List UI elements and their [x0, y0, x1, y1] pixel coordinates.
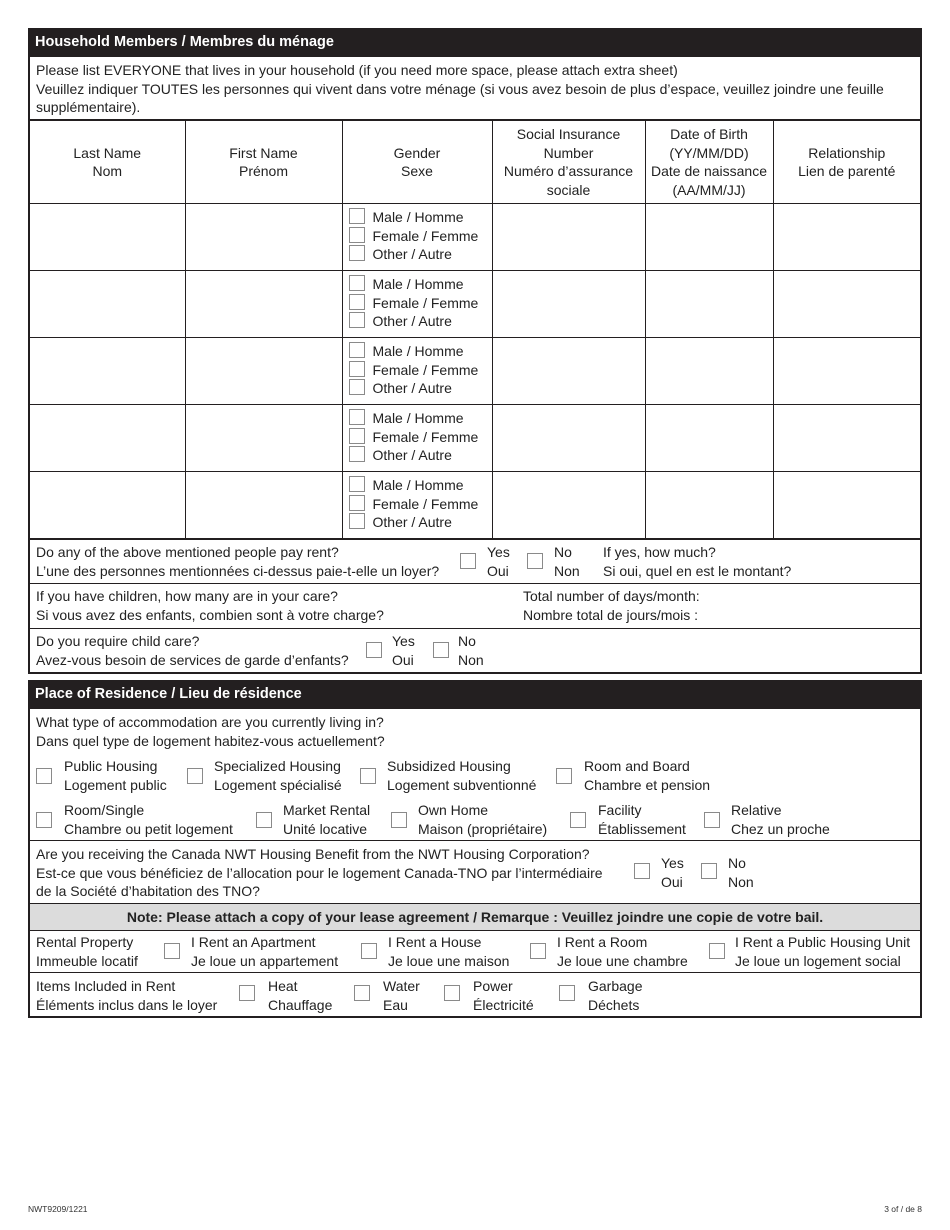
gender-male-checkbox[interactable]	[349, 208, 365, 224]
childcare-no-label: No Non	[458, 633, 484, 668]
sin-cell[interactable]	[492, 472, 645, 539]
childcare-yes-label: Yes Oui	[392, 633, 415, 668]
gender-other-label: Other / Autre	[372, 246, 452, 263]
date-of-birth-cell[interactable]	[645, 405, 773, 472]
residence-section-header: Place of Residence / Lieu de résidence	[28, 680, 922, 709]
gender-option-other	[343, 379, 492, 398]
col-sin: Social Insurance Number Numéro d’assurance sociale	[492, 121, 645, 204]
date-of-birth-cell[interactable]	[645, 271, 773, 338]
gender-cell	[342, 405, 492, 472]
days-per-month-label: Total number of days/month: Nombre total de jours/mois :	[523, 588, 700, 623]
sin-cell[interactable]	[492, 204, 645, 271]
gender-male-checkbox[interactable]	[349, 409, 365, 425]
gender-female-checkbox[interactable]	[349, 428, 365, 444]
rent-room-label: I Rent a Room Je loue une chambre	[557, 934, 688, 969]
gender-male-label: Male / Homme	[372, 209, 464, 225]
childcare-question-row	[30, 629, 920, 674]
relationship-cell[interactable]	[773, 338, 920, 405]
table-header-row	[30, 121, 920, 204]
benefit-question-french: Est-ce que vous bénéficiez de l’allocation pour le logement Canada-TNO par l’intermédiaire	[36, 864, 603, 881]
items-included-label: Items Included in Rent Éléments inclus dans le loyer	[36, 978, 218, 1013]
gender-cell	[342, 204, 492, 271]
gender-female-checkbox[interactable]	[349, 227, 365, 243]
relationship-cell[interactable]	[773, 405, 920, 472]
household-section-header: Household Members / Membres du ménage	[28, 28, 922, 57]
heat-checkbox[interactable]	[239, 985, 255, 1001]
children-question-french: Si vous avez des enfants, combien sont à votre charge?	[36, 606, 384, 623]
rental-property-row	[30, 931, 920, 973]
gender-option-male	[343, 208, 492, 227]
gender-female-checkbox[interactable]	[349, 495, 365, 511]
page-number: 3 of / de 8	[884, 1204, 922, 1214]
table-row	[30, 405, 920, 472]
power-label: Power Électricité	[473, 978, 534, 1013]
public-housing-label: Public Housing Logement public	[64, 758, 167, 793]
accommodation-question-french: Dans quel type de logement habitez-vous actuellement?	[36, 732, 385, 749]
first-name-cell[interactable]	[185, 338, 342, 405]
benefit-question-english: Are you receiving the Canada NWT Housing Benefit from the NWT Housing Corporation?	[36, 846, 590, 862]
specialized-housing-checkbox[interactable]	[187, 768, 203, 784]
gender-option-other	[343, 312, 492, 331]
rent-public-housing-label: I Rent a Public Housing Unit Je loue un logement social	[735, 934, 911, 969]
gender-cell	[342, 338, 492, 405]
facility-checkbox[interactable]	[570, 812, 586, 828]
relationship-cell[interactable]	[773, 271, 920, 338]
gender-option-male	[343, 476, 492, 495]
sin-cell[interactable]	[492, 271, 645, 338]
last-name-cell[interactable]	[30, 204, 185, 271]
market-rental-label: Market Rental Unité locative	[283, 802, 371, 837]
gender-female-label: Female / Femme	[372, 227, 479, 244]
rental-property-label: Rental Property Immeuble locatif	[36, 934, 138, 969]
gender-female-checkbox[interactable]	[349, 361, 365, 377]
table-row	[30, 338, 920, 405]
benefit-question-french-cont: de la Société d’habitation des TNO?	[36, 883, 260, 899]
gender-male-label: Male / Homme	[372, 343, 464, 359]
form-code: NWT9209/1221	[28, 1204, 88, 1214]
own-home-checkbox[interactable]	[391, 812, 407, 828]
first-name-cell[interactable]	[185, 204, 342, 271]
gender-other-label: Other / Autre	[372, 447, 452, 464]
table-row	[30, 472, 920, 539]
gender-option-other	[343, 513, 492, 532]
table-row	[30, 271, 920, 338]
rent-question-french: L’une des personnes mentionnées ci-dessus paie-t-elle un loyer?	[36, 562, 440, 579]
rent-room-checkbox[interactable]	[530, 943, 546, 959]
garbage-checkbox[interactable]	[559, 985, 575, 1001]
childcare-no-checkbox[interactable]	[433, 642, 449, 658]
rent-question-english: Do any of the above mentioned people pay rent?	[36, 544, 339, 560]
gender-cell	[342, 271, 492, 338]
gender-male-label: Male / Homme	[372, 477, 464, 493]
gender-option-female	[343, 495, 492, 514]
gender-other-checkbox[interactable]	[349, 446, 365, 462]
power-checkbox[interactable]	[444, 985, 460, 1001]
last-name-cell[interactable]	[30, 271, 185, 338]
accommodation-type-row	[30, 709, 920, 841]
relationship-cell[interactable]	[773, 472, 920, 539]
household-members-table	[30, 120, 920, 539]
market-rental-checkbox[interactable]	[256, 812, 272, 828]
gender-male-checkbox[interactable]	[349, 275, 365, 291]
first-name-cell[interactable]	[185, 472, 342, 539]
col-date-of-birth: Date of Birth (YY/MM/DD) Date de naissance (AA/MM/JJ)	[645, 121, 773, 204]
gender-female-checkbox[interactable]	[349, 294, 365, 310]
sin-cell[interactable]	[492, 405, 645, 472]
household-section	[28, 57, 922, 674]
public-housing-checkbox[interactable]	[36, 768, 52, 784]
intro-french: Veuillez indiquer TOUTES les personnes qui vivent dans votre ménage (si vous avez besoin de plus d’espace, veuillez joindre une feuille supplémentaire).	[36, 80, 884, 115]
subsidized-housing-label: Subsidized Housing Logement subventionné	[387, 758, 537, 793]
water-label: Water Eau	[383, 978, 420, 1013]
relative-label: Relative Chez un proche	[731, 802, 830, 837]
gender-option-male	[343, 275, 492, 294]
heat-label: Heat Chauffage	[268, 978, 333, 1013]
rent-apartment-label: I Rent an Apartment Je loue un appartement	[191, 934, 339, 969]
benefit-yes-checkbox[interactable]	[634, 863, 650, 879]
gender-other-checkbox[interactable]	[349, 379, 365, 395]
gender-option-other	[343, 446, 492, 465]
benefit-no-label: No Non	[728, 855, 754, 890]
gender-male-label: Male / Homme	[372, 410, 464, 426]
household-intro	[30, 57, 920, 120]
childcare-yes-checkbox[interactable]	[366, 642, 382, 658]
gender-option-male	[343, 409, 492, 428]
benefit-no-checkbox[interactable]	[701, 863, 717, 879]
gender-female-label: Female / Femme	[372, 495, 479, 512]
date-of-birth-cell[interactable]	[645, 472, 773, 539]
last-name-cell[interactable]	[30, 338, 185, 405]
last-name-cell[interactable]	[30, 472, 185, 539]
gender-option-female	[343, 361, 492, 380]
rent-yes-checkbox[interactable]	[460, 553, 476, 569]
sin-cell[interactable]	[492, 338, 645, 405]
col-last-name: Last Name Nom	[30, 121, 185, 204]
col-gender: Gender Sexe	[342, 121, 492, 204]
children-question-english: If you have children, how many are in your care?	[36, 588, 338, 604]
facility-label: Facility Établissement	[598, 802, 686, 837]
gender-male-label: Male / Homme	[372, 276, 464, 292]
subsidized-housing-checkbox[interactable]	[360, 768, 376, 784]
benefit-yes-label: Yes Oui	[661, 855, 684, 890]
gender-other-label: Other / Autre	[372, 313, 452, 330]
room-single-label: Room/Single Chambre ou petit logement	[64, 802, 233, 837]
water-checkbox[interactable]	[354, 985, 370, 1001]
gender-cell	[342, 472, 492, 539]
lease-note: Note: Please attach a copy of your lease agreement / Remarque : Veuillez joindre une copie de votre bail.	[30, 904, 920, 931]
gender-female-label: Female / Femme	[372, 428, 479, 445]
rent-house-checkbox[interactable]	[361, 943, 377, 959]
gender-other-checkbox[interactable]	[349, 312, 365, 328]
gender-other-checkbox[interactable]	[349, 513, 365, 529]
room-and-board-checkbox[interactable]	[556, 768, 572, 784]
date-of-birth-cell[interactable]	[645, 338, 773, 405]
rent-no-checkbox[interactable]	[527, 553, 543, 569]
specialized-housing-label: Specialized Housing Logement spécialisé	[214, 758, 342, 793]
relationship-cell[interactable]	[773, 204, 920, 271]
room-single-checkbox[interactable]	[36, 812, 52, 828]
gender-female-label: Female / Femme	[372, 294, 479, 311]
gender-male-checkbox[interactable]	[349, 342, 365, 358]
gender-option-female	[343, 428, 492, 447]
rent-question-row	[30, 539, 920, 584]
gender-other-label: Other / Autre	[372, 380, 452, 397]
gender-option-female	[343, 294, 492, 313]
gender-other-label: Other / Autre	[372, 514, 452, 531]
accommodation-question-english: What type of accommodation are you currently living in?	[36, 714, 384, 730]
childcare-question-french: Avez-vous besoin de services de garde d’enfants?	[36, 651, 349, 668]
table-row	[30, 204, 920, 271]
first-name-cell[interactable]	[185, 405, 342, 472]
rent-house-label: I Rent a House Je loue une maison	[388, 934, 510, 969]
intro-english: Please list EVERYONE that lives in your household (if you need more space, please attach extra sheet)	[36, 62, 678, 78]
relative-checkbox[interactable]	[704, 812, 720, 828]
gender-male-checkbox[interactable]	[349, 476, 365, 492]
rent-public-housing-checkbox[interactable]	[709, 943, 725, 959]
rent-no-label: No Non	[554, 544, 580, 579]
gender-option-female	[343, 227, 492, 246]
gender-female-label: Female / Femme	[372, 361, 479, 378]
gender-other-checkbox[interactable]	[349, 245, 365, 261]
childcare-question-english: Do you require child care?	[36, 633, 200, 649]
date-of-birth-cell[interactable]	[645, 204, 773, 271]
room-and-board-label: Room and Board Chambre et pension	[584, 758, 711, 793]
rent-yes-label: Yes Oui	[487, 544, 510, 579]
own-home-label: Own Home Maison (propriétaire)	[418, 802, 548, 837]
last-name-cell[interactable]	[30, 405, 185, 472]
gender-option-male	[343, 342, 492, 361]
housing-benefit-row	[30, 841, 920, 904]
children-question-row	[30, 584, 920, 629]
application-form	[28, 28, 922, 1018]
rent-amount-label: If yes, how much? Si oui, quel en est le montant?	[603, 544, 792, 579]
residence-section	[28, 709, 922, 1018]
gender-option-other	[343, 245, 492, 264]
col-relationship: Relationship Lien de parenté	[773, 121, 920, 204]
garbage-label: Garbage Déchets	[588, 978, 643, 1013]
rent-apartment-checkbox[interactable]	[164, 943, 180, 959]
items-included-row	[30, 973, 920, 1018]
col-first-name: First Name Prénom	[185, 121, 342, 204]
first-name-cell[interactable]	[185, 271, 342, 338]
